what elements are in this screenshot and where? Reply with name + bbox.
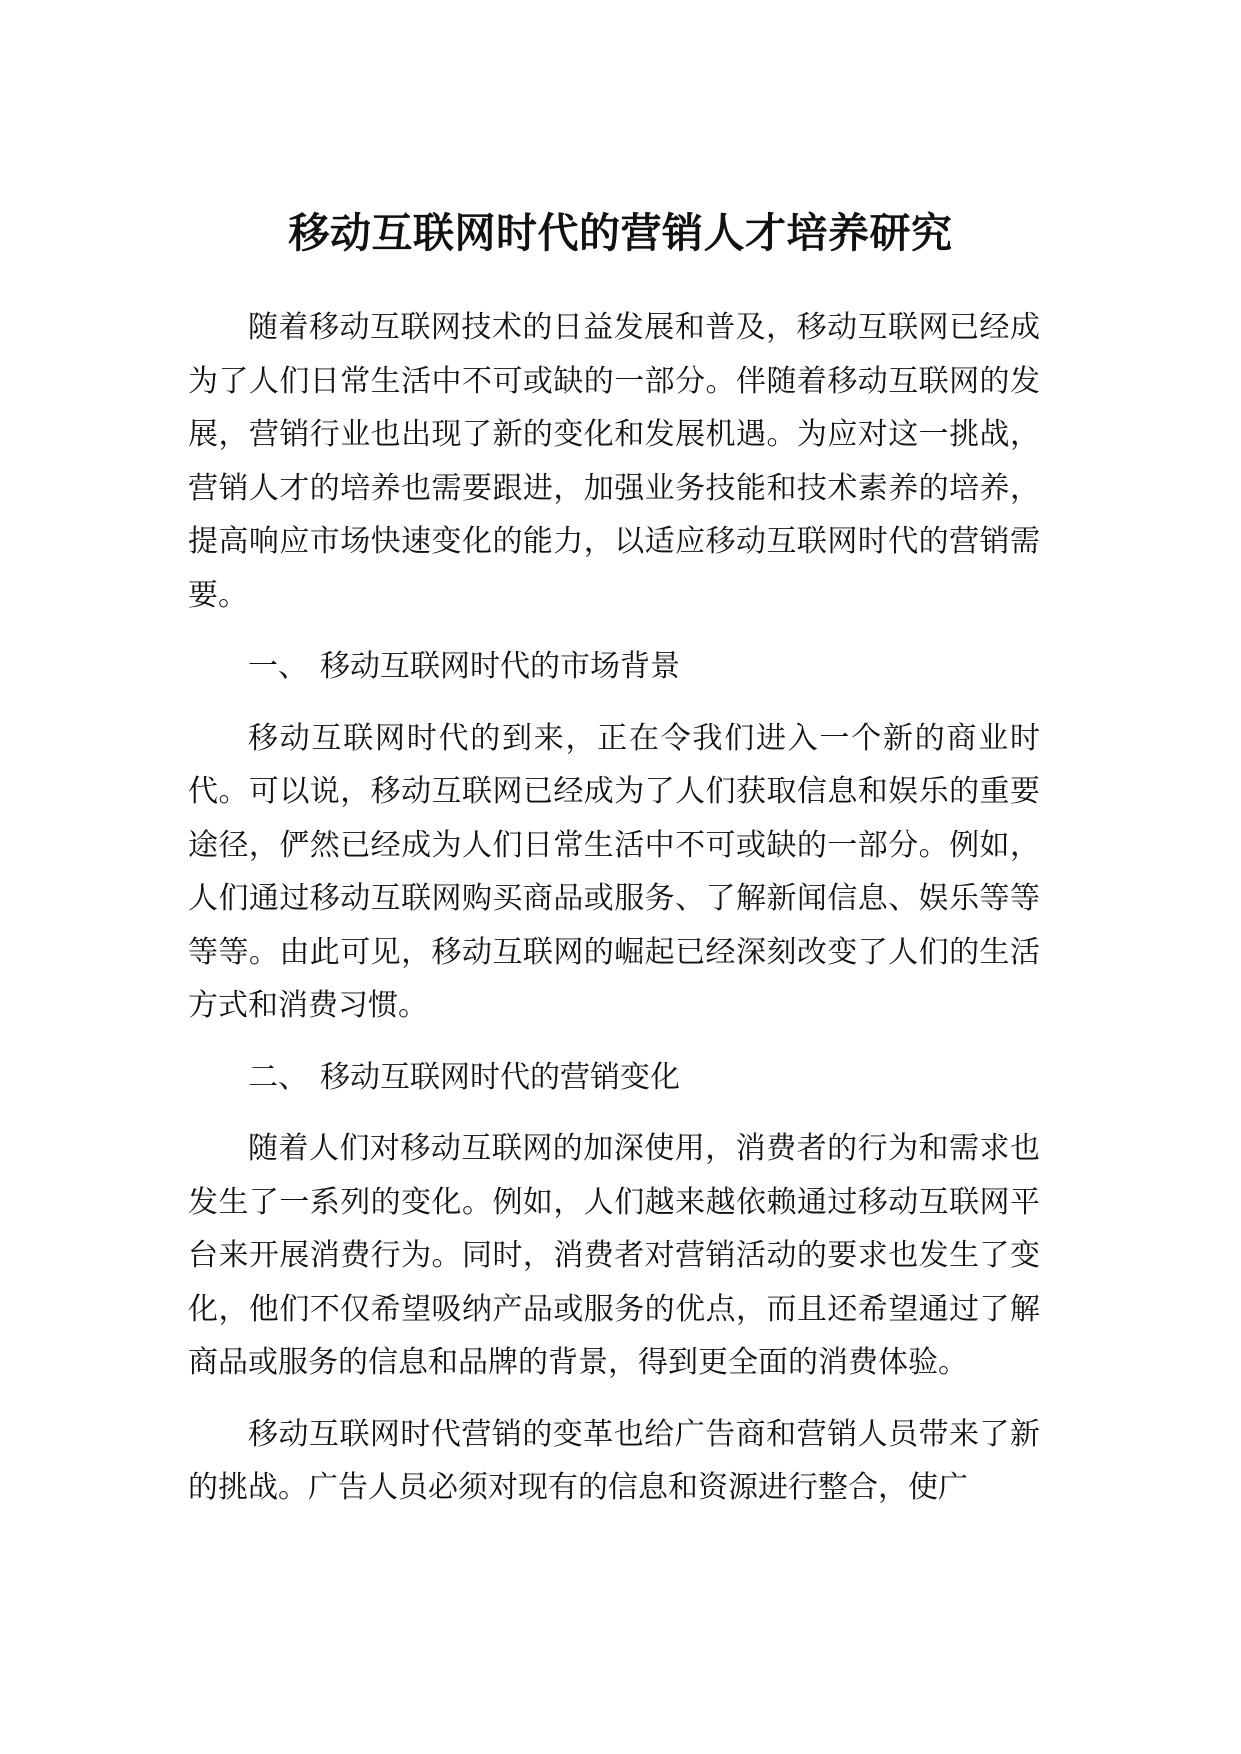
section-heading-2 [188, 1051, 1040, 1105]
section-heading-text: 移动互联网时代的营销变化 [320, 1059, 680, 1095]
section-heading-text: 移动互联网时代的市场背景 [320, 649, 680, 684]
section-number: 一、 [248, 649, 308, 684]
document-title: 移动互联网时代的营销人才培养研究 [288, 209, 953, 258]
paragraph-advertiser-challenge: 移动互联网时代营销的变革也给广告商和营销人员带来了新的挑战。广告人员必须对现有的信息和资源进行整合，使广 [188, 1416, 1040, 1505]
paragraph-intro: 随着移动互联网技术的日益发展和普及，移动互联网已经成为了人们日常生活中不可或缺的一部分。伴随着移动互联网的发展，营销行业也出现了新的变化和发展机遇。为应对这一挑战，营销人才的培养也需要跟进，加强业务技能和技术素养的培养，提高响应市场快速变化的能力，以适应移动互联网时代的营销需要。 [188, 310, 1040, 613]
paragraph-consumer-change: 随着人们对移动互联网的加深使用，消费者的行为和需求也发生了一系列的变化。例如，人们越来越依赖通过移动互联网平台来开展消费行为。同时，消费者对营销活动的要求也发生了变化，他们不仅希望吸纳产品或服务的优点，而且还希望通过了解商品或服务的信息和品牌的背景，得到更全面的消费体验。 [188, 1131, 1040, 1380]
section-number: 二、 [248, 1059, 308, 1095]
document-body [188, 301, 1040, 1533]
paragraph-market-background: 移动互联网时代的到来，正在令我们进入一个新的商业时代。可以说，移动互联网已经成为了人们获取信息和娱乐的重要途径，俨然已经成为人们日常生活中不可或缺的一部分。例如，人们通过移动互联网购买商品或服务、了解新闻信息、娱乐等等等等。由此可见，移动互联网的崛起已经深刻改变了人们的生活方式和消费习惯。 [188, 720, 1040, 1023]
section-heading-1 [188, 640, 1040, 694]
